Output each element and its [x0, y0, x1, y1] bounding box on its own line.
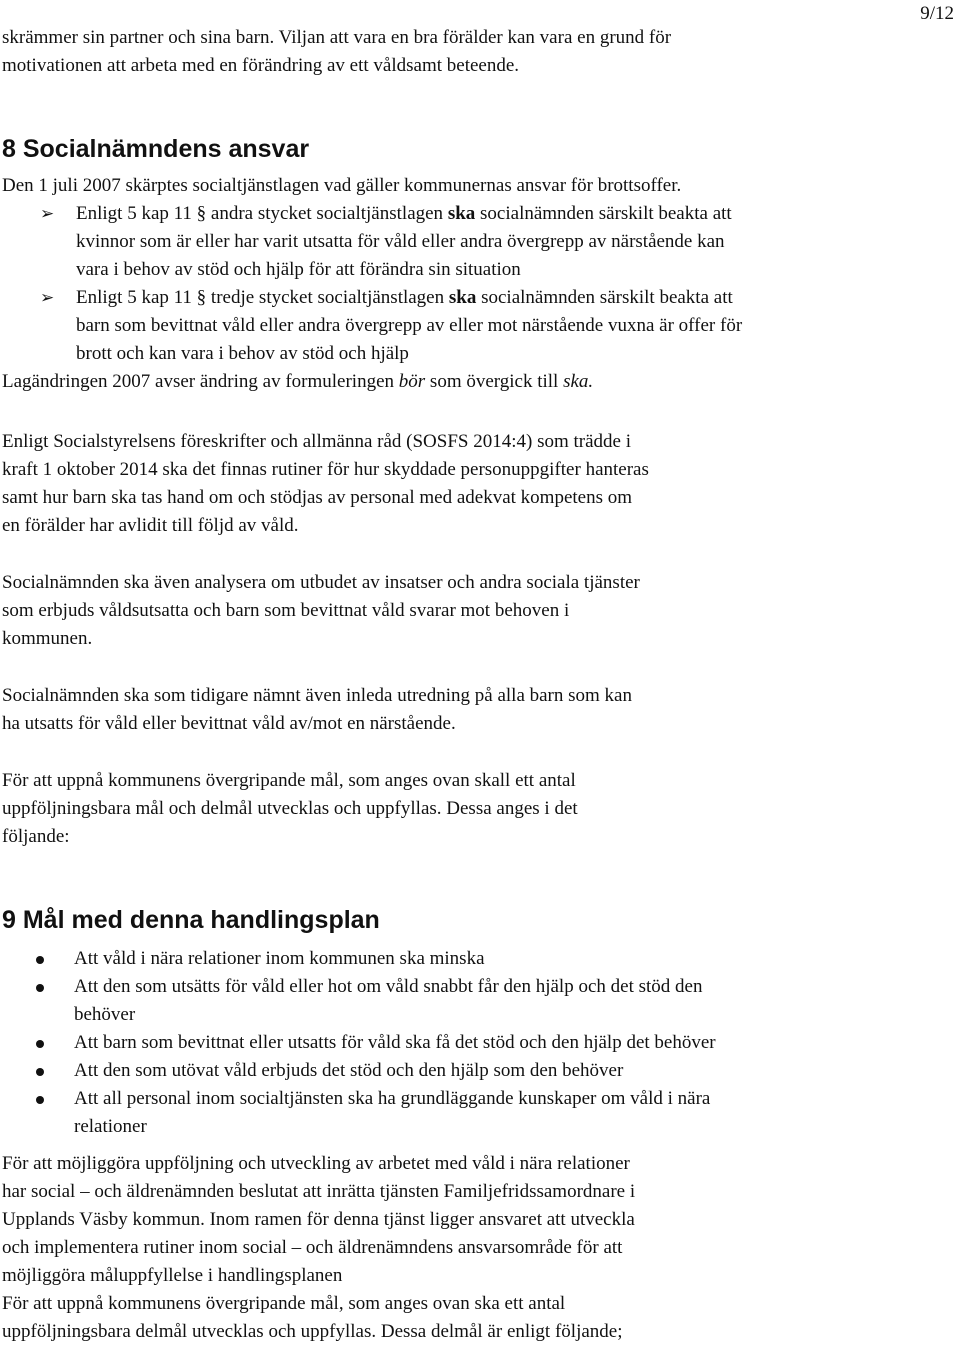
text-line: barn som bevittnat våld eller andra övergrepp av eller mot närstående vuxna är offer för — [76, 315, 743, 336]
arrow-bullet-icon: ➢ — [40, 204, 55, 223]
list-item — [2, 945, 932, 973]
emphasis-bor: bör — [398, 371, 426, 392]
text-line: För att uppnå kommunens övergripande mål, som anges ovan skall ett antal — [2, 770, 576, 791]
list-item — [2, 973, 932, 1029]
text-line: som erbjuds våldsutsatta och barn som bevittnat våld svarar mot behoven i — [2, 600, 570, 621]
bullet-dot-icon — [36, 1096, 44, 1104]
text-line: ha utsatts för våld eller bevittnat våld av/mot en närstående. — [2, 713, 456, 734]
text-line: samt hur barn ska tas hand om och stödjas av personal med adekvat kompetens om — [2, 487, 633, 508]
text-line: behöver — [74, 1004, 136, 1025]
text-line: För att uppnå kommunens övergripande mål, som anges ovan ska ett antal — [2, 1293, 566, 1314]
emphasis-ska: ska — [447, 203, 476, 224]
item-text: som övergick till — [425, 371, 564, 392]
bullet-dot-icon — [36, 956, 44, 964]
goals-list — [2, 945, 932, 1141]
text-line: kommunen. — [2, 628, 93, 649]
amendment-note — [2, 368, 932, 396]
text-line: vara i behov av stöd och hjälp för att förändra sin situation — [76, 259, 521, 280]
item-text: socialnämnden särskilt beakta att — [475, 203, 732, 224]
text-line: skrämmer sin partner och sina barn. Viljan att vara en bra förälder kan vara en grund för — [2, 27, 672, 48]
text-line: Upplands Väsby kommun. Inom ramen för denna tjänst ligger ansvaret att utveckla — [2, 1209, 635, 1230]
text-line: brott och kan vara i behov av stöd och hjälp — [76, 343, 409, 364]
item-text: andra stycket socialtjänstlagen — [206, 203, 448, 224]
text-line: kvinnor som är eller har varit utsatta för våld eller andra övergrepp av närstående kan — [76, 231, 725, 252]
emphasis-ska-italic: ska. — [563, 371, 594, 392]
bullet-dot-icon — [36, 1068, 44, 1076]
law-item-2 — [2, 284, 932, 368]
bullet-dot-icon — [36, 1040, 44, 1048]
law-item-1 — [2, 200, 932, 284]
section-heading-8: 8 Socialnämndens ansvar — [2, 135, 310, 163]
text-line: Att den som utövat våld erbjuds det stöd och den hjälp som den behöver — [74, 1060, 624, 1081]
paragraph-sign: § — [196, 287, 207, 308]
section-heading-9: 9 Mål med denna handlingsplan — [2, 906, 380, 934]
item-text: Enligt 5 kap 11 — [76, 203, 197, 224]
text-line: Socialnämnden ska som tidigare nämnt även inleda utredning på alla barn som kan — [2, 685, 632, 706]
item-text: Enligt 5 kap 11 — [76, 287, 197, 308]
page-number: 9/12 — [920, 3, 954, 24]
text-line: följande: — [2, 826, 70, 847]
bullet-dot-icon — [36, 984, 44, 992]
text-line: har social – och äldrenämnden beslutat att inrätta tjänsten Familjefridssamordnare i — [2, 1181, 636, 1202]
text-line: Att all personal inom socialtjänsten ska ha grundläggande kunskaper om våld i nära — [74, 1088, 711, 1109]
item-text: Lagändringen 2007 avser ändring av formuleringen — [2, 371, 399, 392]
paragraph-investigation — [2, 682, 932, 738]
emphasis-ska: ska — [448, 287, 477, 308]
closing-paragraph — [2, 1150, 932, 1346]
text-line: motivationen att arbeta med en förändring av ett våldsamt beteende. — [2, 55, 520, 76]
paragraph-analysis — [2, 569, 932, 653]
list-item — [2, 1029, 932, 1057]
section8-lead: Den 1 juli 2007 skärptes socialtjänstlagen vad gäller kommunernas ansvar för brottsoffer. — [2, 175, 682, 196]
text-line: en förälder har avlidit till följd av våld. — [2, 515, 299, 536]
arrow-bullet-icon: ➢ — [40, 288, 55, 307]
text-line: relationer — [74, 1116, 147, 1137]
intro-paragraph — [2, 24, 932, 80]
text-line: För att möjliggöra uppföljning och utveckling av arbetet med våld i nära relationer — [2, 1153, 630, 1174]
text-line: möjliggöra måluppfyllelse i handlingsplanen — [2, 1265, 343, 1286]
text-line: Socialnämnden ska även analysera om utbudet av insatser och andra sociala tjänster — [2, 572, 640, 593]
section8-body — [2, 172, 932, 396]
item-text: socialnämnden särskilt beakta att — [476, 287, 733, 308]
text-line: kraft 1 oktober 2014 ska det finnas rutiner för hur skyddade personuppgifter hanteras — [2, 459, 649, 480]
item-text: tredje stycket socialtjänstlagen — [206, 287, 449, 308]
list-item — [2, 1085, 932, 1141]
text-line: Att våld i nära relationer inom kommunen ska minska — [74, 948, 485, 969]
paragraph-goals-intro — [2, 767, 932, 851]
list-item — [2, 1057, 932, 1085]
text-line: uppföljningsbara mål och delmål utvecklas och uppfyllas. Dessa anges i det — [2, 798, 578, 819]
text-line: och implementera rutiner inom social – och äldrenämndens ansvarsområde för att — [2, 1237, 623, 1258]
text-line: Att barn som bevittnat eller utsatts för våld ska få det stöd och den hjälp det behöver — [74, 1032, 716, 1053]
text-line: Att den som utsätts för våld eller hot om våld snabbt får den hjälp och det stöd den — [74, 976, 703, 997]
text-line: uppföljningsbara delmål utvecklas och uppfyllas. Dessa delmål är enligt följande; — [2, 1321, 623, 1342]
paragraph-sign: § — [196, 203, 207, 224]
text-line: Enligt Socialstyrelsens föreskrifter och allmänna råd (SOSFS 2014:4) som trädde i — [2, 431, 631, 452]
paragraph-sosfs — [2, 428, 932, 540]
